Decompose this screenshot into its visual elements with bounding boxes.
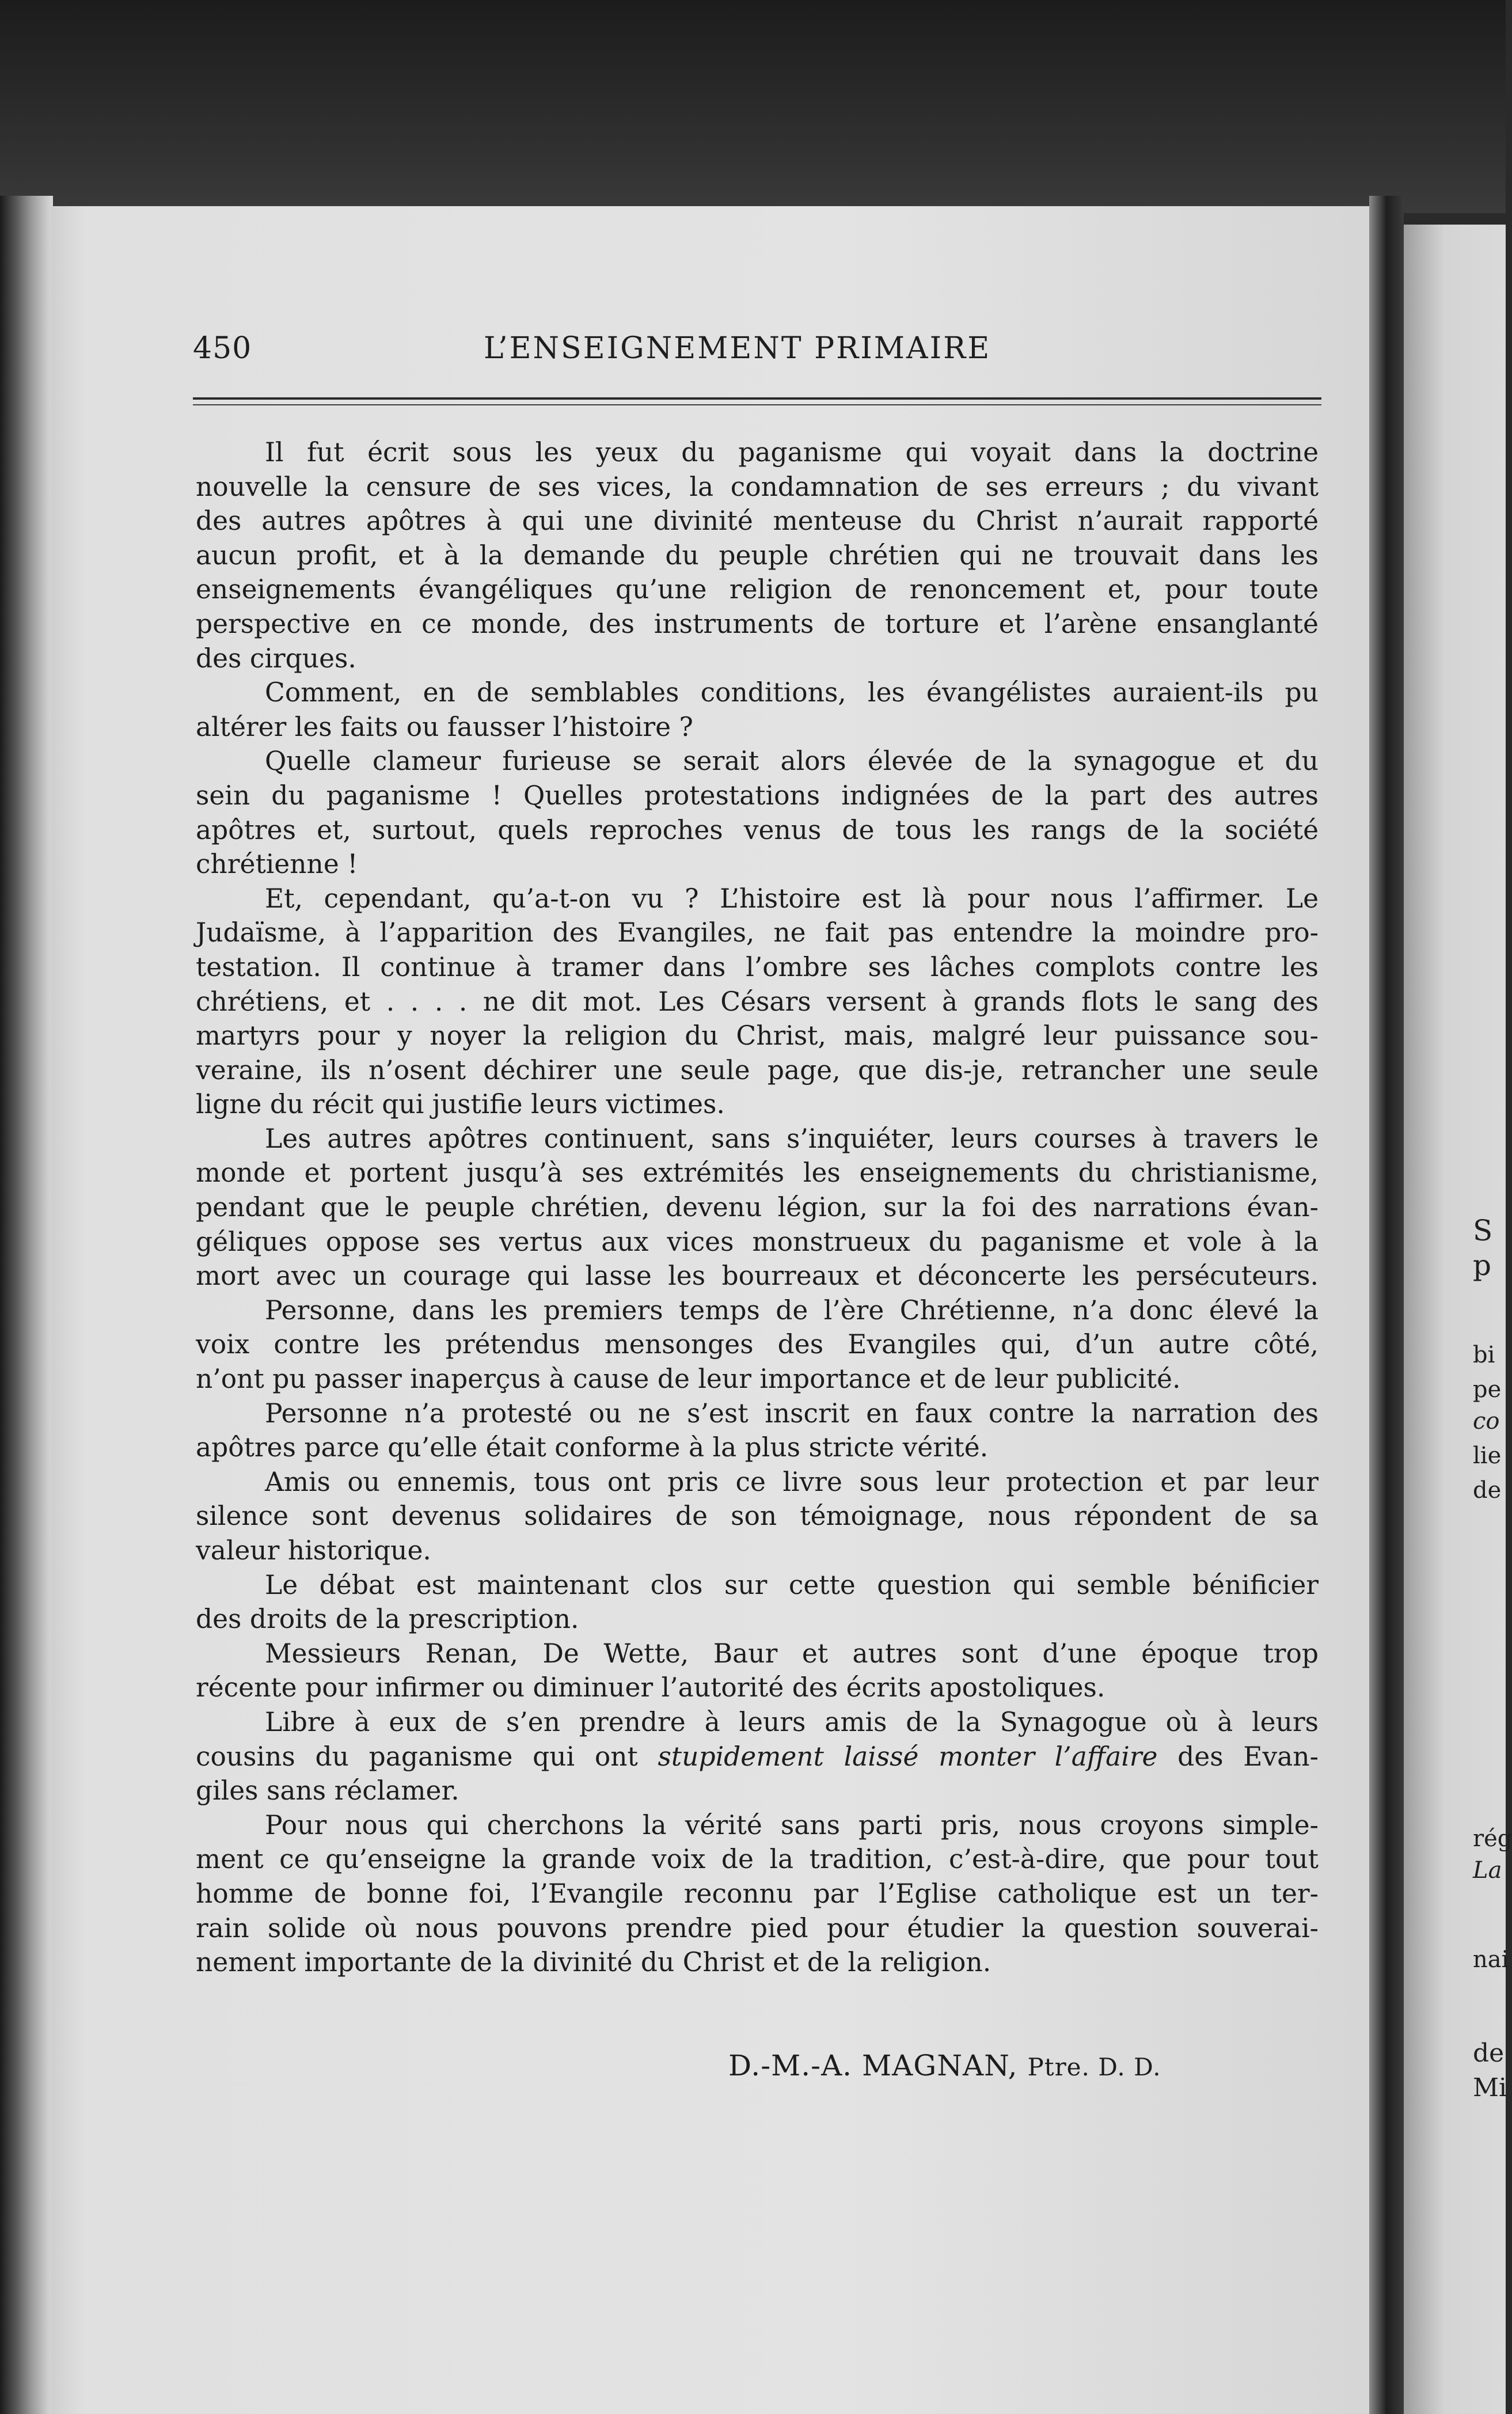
- text-line: apôtres parce qu’elle était conforme à la plus stricte vérité.: [196, 1432, 989, 1463]
- page-header: [193, 331, 1321, 377]
- text-line: sein du paganisme ! Quelles protestations indignées de la part des autres: [196, 780, 1319, 811]
- author-name: D.-M.-A. MAGNAN,: [728, 2049, 1018, 2082]
- scanner-background: [0, 0, 1506, 213]
- text-line: martyrs pour y noyer la religion du Christ, mais, malgré leur puissance sou-: [196, 1020, 1319, 1052]
- text-line: rain solide où nous pouvons prendre pied pour étudier la question souverai-: [196, 1912, 1319, 1944]
- text-run: des Evan-: [1157, 1741, 1319, 1772]
- header-rule: [193, 397, 1321, 400]
- facing-page-fragment: pe: [1473, 1376, 1502, 1403]
- text-line: Personne n’a protesté ou ne s’est inscrit en faux contre la narration des: [265, 1398, 1319, 1429]
- text-line: Quelle clameur furieuse se serait alors élevée de la synagogue et du: [265, 746, 1319, 777]
- text-line: chrétienne !: [196, 849, 358, 880]
- paragraph: [196, 1568, 1319, 1637]
- text-line: testation. Il continue à tramer dans l’ombre ses lâches complots contre les: [196, 951, 1319, 982]
- text-line: Comment, en de semblables conditions, les évangélistes auraient-ils pu: [265, 677, 1319, 708]
- author-signature: [728, 2049, 1161, 2082]
- text-line: perspective en ce monde, des instruments de torture et l’arène ensanglanté: [196, 608, 1319, 639]
- text-line: Et, cependant, qu’a-t-on vu ? L’histoire est là pour nous l’affirmer. Le: [265, 883, 1319, 914]
- text-line: giles sans réclamer.: [196, 1775, 459, 1806]
- text-line: monde et portent jusqu’à ses extrémités les enseignements du christianisme,: [196, 1157, 1319, 1189]
- paragraph: [196, 1705, 1319, 1808]
- text-line: des droits de la prescription.: [196, 1604, 579, 1635]
- paragraph: [196, 1465, 1319, 1568]
- page-number: 450: [193, 331, 252, 366]
- text-line: veraine, ils n’osent déchirer une seule page, que dis-je, retrancher une seule: [196, 1054, 1319, 1085]
- text-line: silence sont devenus solidaires de son témoignage, nous répondent de sa: [196, 1501, 1319, 1532]
- running-title: L’ENSEIGNEMENT PRIMAIRE: [484, 331, 991, 366]
- text-line: voix contre les prétendus mensonges des Evangiles qui, d’un autre côté,: [196, 1329, 1319, 1360]
- facing-page-fragment: Mi: [1473, 2073, 1507, 2102]
- facing-page-fragment: lie: [1473, 1443, 1502, 1469]
- text-line: enseignements évangéliques qu’une religion de renoncement et, pour toute: [196, 574, 1319, 605]
- paragraph: [196, 882, 1319, 1122]
- text-line: Personne, dans les premiers temps de l’ère Chrétienne, n’a donc élevé la: [265, 1295, 1319, 1326]
- text-line: géliques oppose ses vertus aux vices monstrueux du paganisme et vole à la: [196, 1226, 1319, 1257]
- paragraph: [196, 675, 1319, 744]
- text-line: des autres apôtres à qui une divinité menteuse du Christ n’aurait rapporté: [196, 506, 1319, 537]
- paragraph: [196, 435, 1319, 675]
- text-line: des cirques.: [196, 643, 356, 674]
- facing-page-fragment: S: [1473, 1214, 1493, 1247]
- facing-page-fragment: La: [1473, 1857, 1502, 1884]
- author-title: Ptre. D. D.: [1027, 2053, 1161, 2081]
- text-line: homme de bonne foi, l’Evangile reconnu par l’Eglise catholique est un ter-: [196, 1878, 1319, 1909]
- text-line: aucun profit, et à la demande du peuple chrétien qui ne trouvait dans les: [196, 540, 1319, 571]
- facing-page-fragment: nai: [1473, 1946, 1509, 1973]
- text-line: valeur historique.: [196, 1535, 431, 1566]
- text-line: Judaïsme, à l’apparition des Evangiles, ne fait pas entendre la moindre pro-: [196, 917, 1319, 948]
- facing-page-fragment: bi: [1473, 1342, 1495, 1368]
- text-line: nouvelle la censure de ses vices, la condamnation de ses erreurs ; du vivant: [196, 471, 1319, 502]
- text-line: chrétiens, et . . . . ne dit mot. Les Césars versent à grands flots le sang des: [196, 986, 1319, 1017]
- text-line: apôtres et, surtout, quels reproches venus de tous les rangs de la société: [196, 814, 1319, 845]
- text-line: altérer les faits ou fausser l’histoire ?: [196, 711, 693, 742]
- paragraph: [196, 1293, 1319, 1396]
- paragraph: [196, 1122, 1319, 1293]
- text-line: Amis ou ennemis, tous ont pris ce livre sous leur protection et par leur: [265, 1466, 1319, 1497]
- text-line: Messieurs Renan, De Wette, Baur et autres sont d’une époque trop: [265, 1638, 1319, 1669]
- facing-page: [1404, 225, 1512, 2414]
- text-line: Il fut écrit sous les yeux du paganisme qui voyait dans la doctrine: [265, 437, 1319, 468]
- text-line: Pour nous qui cherchons la vérité sans parti pris, nous croyons simple-: [265, 1809, 1319, 1840]
- article-body: [196, 435, 1319, 1980]
- text-line: [196, 1740, 1319, 1774]
- facing-page-fragment: de: [1473, 1477, 1502, 1504]
- paragraph: [196, 1637, 1319, 1705]
- facing-page-fragment: de: [1473, 2039, 1505, 2068]
- text-line: récente pour infirmer ou diminuer l’autorité des écrits apostoliques.: [196, 1672, 1105, 1703]
- text-line: mort avec un courage qui lasse les bourreaux et déconcerte les persécuteurs.: [196, 1261, 1319, 1292]
- paragraph: [196, 1808, 1319, 1980]
- text-line: Le débat est maintenant clos sur cette question qui semble bénificier: [265, 1569, 1319, 1600]
- facing-page-fragment: p: [1473, 1248, 1492, 1282]
- text-line: nement importante de la divinité du Christ et de la religion.: [196, 1947, 991, 1978]
- header-rule-thin: [193, 404, 1321, 405]
- text-line: ligne du récit qui justifie leurs victimes.: [196, 1089, 725, 1120]
- paragraph: [196, 744, 1319, 881]
- text-line: ment ce qu’enseigne la grande voix de la tradition, c’est-à-dire, que pour tout: [196, 1844, 1319, 1875]
- facing-page-fragment: co: [1473, 1408, 1500, 1434]
- text-line: n’ont pu passer inaperçus à cause de leur importance et de leur publicité.: [196, 1364, 1181, 1395]
- text-line: pendant que le peuple chrétien, devenu légion, sur la foi des narrations évan-: [196, 1192, 1319, 1223]
- book-binding-left: [0, 196, 53, 2414]
- paragraph: [196, 1396, 1319, 1465]
- facing-page-fragment: rég: [1473, 1825, 1512, 1852]
- text-line: Libre à eux de s’en prendre à leurs amis de la Synagogue où à leurs: [265, 1706, 1319, 1737]
- italic-quote: stupidement laissé monter l’affaire: [658, 1741, 1158, 1772]
- book-gutter: [1369, 196, 1404, 2414]
- text-run: cousins du paganisme qui ont: [196, 1741, 658, 1772]
- text-line: Les autres apôtres continuent, sans s’inquiéter, leurs courses à travers le: [265, 1123, 1319, 1154]
